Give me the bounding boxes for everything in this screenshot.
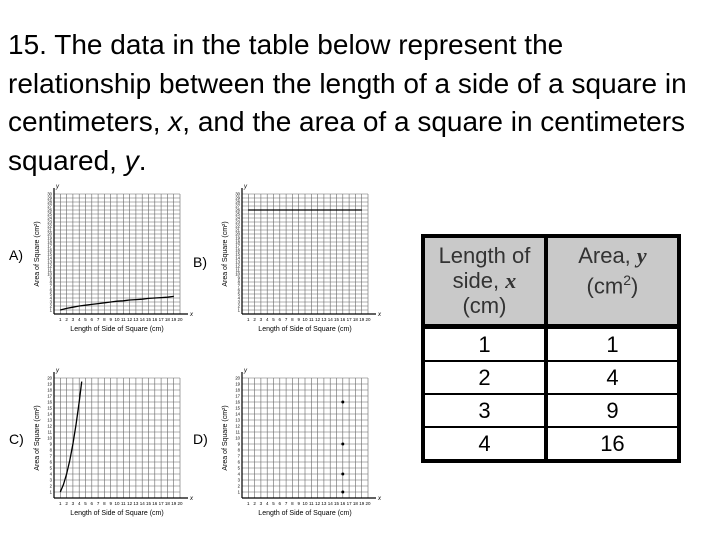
table-row [423,427,679,461]
y-tick-label: 6 [49,459,52,465]
y-tick-label: 7 [49,453,52,459]
table-cell: 1 [423,327,546,362]
y-tick-label: 17 [235,243,240,249]
x-tick-label: 8 [103,317,106,322]
x-tick-label: 6 [90,501,94,506]
y-tick-label: 27 [47,203,52,209]
x-tick-label: 17 [158,501,164,506]
x-tick-label: 2 [253,317,256,322]
x-tick-label: 13 [133,317,139,322]
y-tick-label: 26 [235,207,240,213]
grid [242,378,368,498]
y-tick-label: 25 [235,211,240,217]
y-tick-label: 9 [237,275,240,281]
y-tick-label: 28 [235,199,240,205]
x-tick-label: 18 [352,501,358,506]
x-tick-label: 17 [346,317,352,322]
y-tick-label: 15 [47,251,52,257]
table-cell: 3 [423,394,546,427]
y-tick-label: 10 [235,435,240,441]
y-tick-label: 13 [47,417,52,423]
x-tick-label: 6 [278,501,282,506]
question-number: 15. [8,29,47,60]
y-tick-label: 24 [235,215,240,221]
x-tick-label: 12 [127,317,133,322]
y-axis-label: Area of Square (cm²) [34,221,41,287]
y-tick-label: 12 [47,263,52,269]
y-tick-label: 2 [237,303,240,309]
y-tick-label: 2 [237,483,240,489]
y-tick-label: 13 [235,417,240,423]
option-d-label: D) [193,431,208,447]
y-tick-label: 8 [237,447,240,453]
table-cell: 9 [546,394,679,427]
header-text: Area, [578,243,637,268]
graph-d [218,366,386,528]
y-tick-label: 14 [47,411,52,417]
data-point [341,401,344,404]
y-tick-label: 1 [237,489,240,495]
graph-c [30,366,198,528]
x-tick-label: 7 [284,317,288,322]
x-axis-symbol: x [190,312,193,318]
header-unit: (cm [586,273,624,299]
y-tick-label: 16 [235,247,240,253]
y-tick-label: 5 [237,291,240,297]
header-variable-y: y [636,243,647,268]
option-b-label: B) [193,254,207,270]
y-tick-label: 15 [47,405,52,411]
table-cell: 2 [423,361,546,394]
y-tick-label: 9 [49,441,52,447]
y-tick-label: 4 [49,471,52,477]
y-tick-label: 19 [47,235,52,241]
x-tick-label: 16 [152,501,158,506]
table-row [423,361,679,394]
y-tick-label: 8 [237,279,240,285]
x-axis-label: Length of Side of Square (cm) [258,510,352,517]
x-tick-label: 14 [327,317,333,322]
x-tick-label: 14 [139,317,145,322]
x-tick-label: 12 [127,501,133,506]
y-tick-label: 9 [237,441,240,447]
y-tick-label: 22 [235,223,240,229]
y-tick-label: 16 [47,247,52,253]
table-row [423,394,679,427]
x-tick-label: 4 [77,317,81,322]
x-tick-label: 2 [65,317,68,322]
x-axis-symbol: x [190,496,193,502]
y-tick-label: 3 [237,477,240,483]
table-cell: 4 [423,427,546,461]
question-text-part: . [138,144,147,176]
y-tick-label: 28 [47,199,52,205]
x-tick-label: 15 [145,317,152,322]
data-point [341,443,344,446]
x-axis-label: Length of Side of Square (cm) [70,326,164,333]
x-tick-label: 20 [365,317,371,322]
y-tick-label: 15 [235,251,240,257]
y-tick-label: 11 [235,429,240,435]
y-tick-label: 4 [237,471,240,477]
y-tick-label: 23 [235,219,240,225]
x-tick-label: 4 [77,501,81,506]
y-tick-label: 14 [235,411,240,417]
x-tick-label: 19 [359,317,365,322]
table-cell: 16 [546,427,679,461]
x-tick-label: 7 [96,501,100,506]
y-axis-label: Area of Square (cm²) [34,405,41,471]
x-tick-label: 7 [284,501,288,506]
y-tick-label: 17 [47,243,52,249]
x-tick-label: 2 [65,501,68,506]
x-tick-label: 20 [177,501,183,506]
question-text [8,26,708,180]
x-tick-label: 9 [297,501,300,506]
y-tick-label: 6 [237,287,240,293]
x-tick-label: 10 [114,501,120,506]
y-tick-label: 13 [47,259,52,265]
y-tick-label: 7 [237,283,240,289]
y-tick-label: 1 [49,307,52,313]
x-tick-label: 1 [247,317,250,322]
y-tick-label: 18 [235,387,240,393]
x-tick-label: 7 [96,317,100,322]
y-tick-label: 10 [235,271,240,277]
x-tick-label: 15 [333,317,340,322]
x-tick-label: 18 [164,501,170,506]
x-tick-label: 3 [71,317,75,322]
header-unit-close: ) [631,273,639,299]
x-axis-label: Length of Side of Square (cm) [258,326,352,333]
graph-a [30,182,198,344]
y-tick-label: 7 [49,283,52,289]
y-tick-label: 29 [235,195,240,201]
x-tick-label: 15 [145,501,152,506]
grid [54,194,180,314]
y-tick-label: 9 [49,275,52,281]
x-tick-label: 10 [302,501,308,506]
y-axis-symbol: y [56,184,59,190]
y-tick-label: 23 [47,219,52,225]
x-tick-label: 4 [265,501,269,506]
question-text-part: , and the area of a square in centimeters squared, [8,106,686,176]
header-variable-x: x [505,268,517,293]
x-tick-label: 9 [109,501,112,506]
y-tick-label: 20 [235,231,240,237]
y-tick-label: 30 [235,191,240,197]
y-tick-label: 10 [47,271,52,277]
y-tick-label: 17 [235,393,240,399]
x-tick-label: 1 [59,501,62,506]
x-tick-label: 18 [164,317,170,322]
option-c-label: C) [9,431,24,447]
variable-x: x [168,106,183,137]
y-tick-label: 8 [49,279,52,285]
header-unit-exponent: 2 [623,272,631,288]
y-tick-label: 5 [237,465,240,471]
x-tick-label: 6 [90,317,94,322]
x-tick-label: 16 [340,317,346,322]
y-tick-label: 13 [235,259,240,265]
grid [242,194,368,314]
y-tick-label: 20 [47,231,52,237]
x-tick-label: 8 [291,317,294,322]
y-tick-label: 3 [237,299,240,305]
x-tick-label: 5 [84,501,87,506]
y-tick-label: 11 [47,267,52,273]
header-area [546,236,679,327]
x-tick-label: 10 [302,317,308,322]
x-tick-label: 10 [114,317,120,322]
x-tick-label: 16 [152,317,158,322]
y-tick-label: 11 [235,267,240,273]
header-side-length [423,236,546,327]
y-tick-label: 12 [235,423,240,429]
y-tick-label: 26 [47,207,52,213]
x-tick-label: 12 [315,501,321,506]
grid [54,378,180,498]
y-tick-label: 19 [235,381,240,387]
y-tick-label: 16 [235,399,240,405]
x-tick-label: 8 [103,501,106,506]
x-tick-label: 3 [71,501,75,506]
table-cell: 4 [546,361,679,394]
y-tick-label: 1 [49,489,52,495]
x-tick-label: 19 [359,501,365,506]
data-point [341,473,344,476]
y-tick-label: 4 [49,295,52,301]
y-tick-label: 14 [235,255,240,261]
x-tick-label: 19 [171,317,177,322]
y-tick-label: 27 [235,203,240,209]
table-row [423,327,679,362]
x-tick-label: 13 [321,317,327,322]
x-tick-label: 8 [291,501,294,506]
x-tick-label: 1 [247,501,250,506]
header-text: Length of side, [438,243,531,293]
y-axis-symbol: y [56,368,59,374]
y-tick-label: 20 [47,375,52,381]
x-tick-label: 14 [327,501,333,506]
y-axis-symbol: y [244,368,247,374]
graph-b [218,182,386,344]
y-tick-label: 15 [235,405,240,411]
option-a-label: A) [9,247,23,263]
data-table [421,234,681,463]
y-tick-label: 12 [47,423,52,429]
y-tick-label: 18 [47,239,52,245]
y-tick-label: 11 [47,429,52,435]
x-tick-label: 5 [272,317,275,322]
x-axis-symbol: x [378,496,381,502]
y-tick-label: 22 [47,223,52,229]
y-tick-label: 19 [235,235,240,241]
question-text-part: The data in the table below represent the relationship between the length of a side of a square in centimeters, [8,29,687,137]
x-tick-label: 4 [265,317,269,322]
x-tick-label: 9 [109,317,112,322]
y-tick-label: 19 [47,381,52,387]
x-tick-label: 5 [272,501,275,506]
x-tick-label: 6 [278,317,282,322]
header-unit: (cm) [462,293,507,318]
y-tick-label: 1 [237,307,240,313]
y-tick-label: 29 [47,195,52,201]
x-tick-label: 20 [177,317,183,322]
x-tick-label: 2 [253,501,256,506]
x-tick-label: 19 [171,501,177,506]
y-tick-label: 3 [49,299,52,305]
y-tick-label: 12 [235,263,240,269]
x-tick-label: 11 [120,317,126,322]
y-axis-symbol: y [244,184,247,190]
y-tick-label: 21 [47,227,52,233]
variable-y: y [124,144,139,176]
x-tick-label: 11 [308,317,314,322]
y-tick-label: 16 [47,399,52,405]
y-tick-label: 24 [47,215,52,221]
series-line [60,382,81,492]
y-axis-label: Area of Square (cm²) [222,221,229,287]
y-tick-label: 2 [49,303,52,309]
x-tick-label: 11 [120,501,126,506]
x-tick-label: 3 [259,317,263,322]
y-tick-label: 14 [47,255,52,261]
x-tick-label: 17 [158,317,164,322]
data-point [341,491,344,494]
y-tick-label: 2 [49,483,52,489]
y-tick-label: 7 [237,453,240,459]
x-axis-symbol: x [378,312,381,318]
y-tick-label: 18 [235,239,240,245]
x-tick-label: 14 [139,501,145,506]
x-tick-label: 16 [340,501,346,506]
y-tick-label: 6 [237,459,240,465]
x-tick-label: 1 [59,317,62,322]
y-tick-label: 30 [47,191,52,197]
x-tick-label: 11 [308,501,314,506]
x-tick-label: 12 [315,317,321,322]
x-tick-label: 13 [321,501,327,506]
y-tick-label: 25 [47,211,52,217]
y-tick-label: 18 [47,387,52,393]
y-tick-label: 6 [49,287,52,293]
y-tick-label: 8 [49,447,52,453]
x-axis-label: Length of Side of Square (cm) [70,510,164,517]
y-tick-label: 4 [237,295,240,301]
table-header-row [423,236,679,327]
x-tick-label: 15 [333,501,340,506]
x-tick-label: 20 [365,501,371,506]
x-tick-label: 3 [259,501,263,506]
y-tick-label: 20 [235,375,240,381]
y-tick-label: 21 [235,227,240,233]
table-cell: 1 [546,327,679,362]
y-tick-label: 10 [47,435,52,441]
x-tick-label: 17 [346,501,352,506]
y-tick-label: 5 [49,465,52,471]
y-tick-label: 5 [49,291,52,297]
y-tick-label: 3 [49,477,52,483]
x-tick-label: 18 [352,317,358,322]
x-tick-label: 9 [297,317,300,322]
y-tick-label: 17 [47,393,52,399]
y-axis-label: Area of Square (cm²) [222,405,229,471]
x-tick-label: 13 [133,501,139,506]
x-tick-label: 5 [84,317,87,322]
